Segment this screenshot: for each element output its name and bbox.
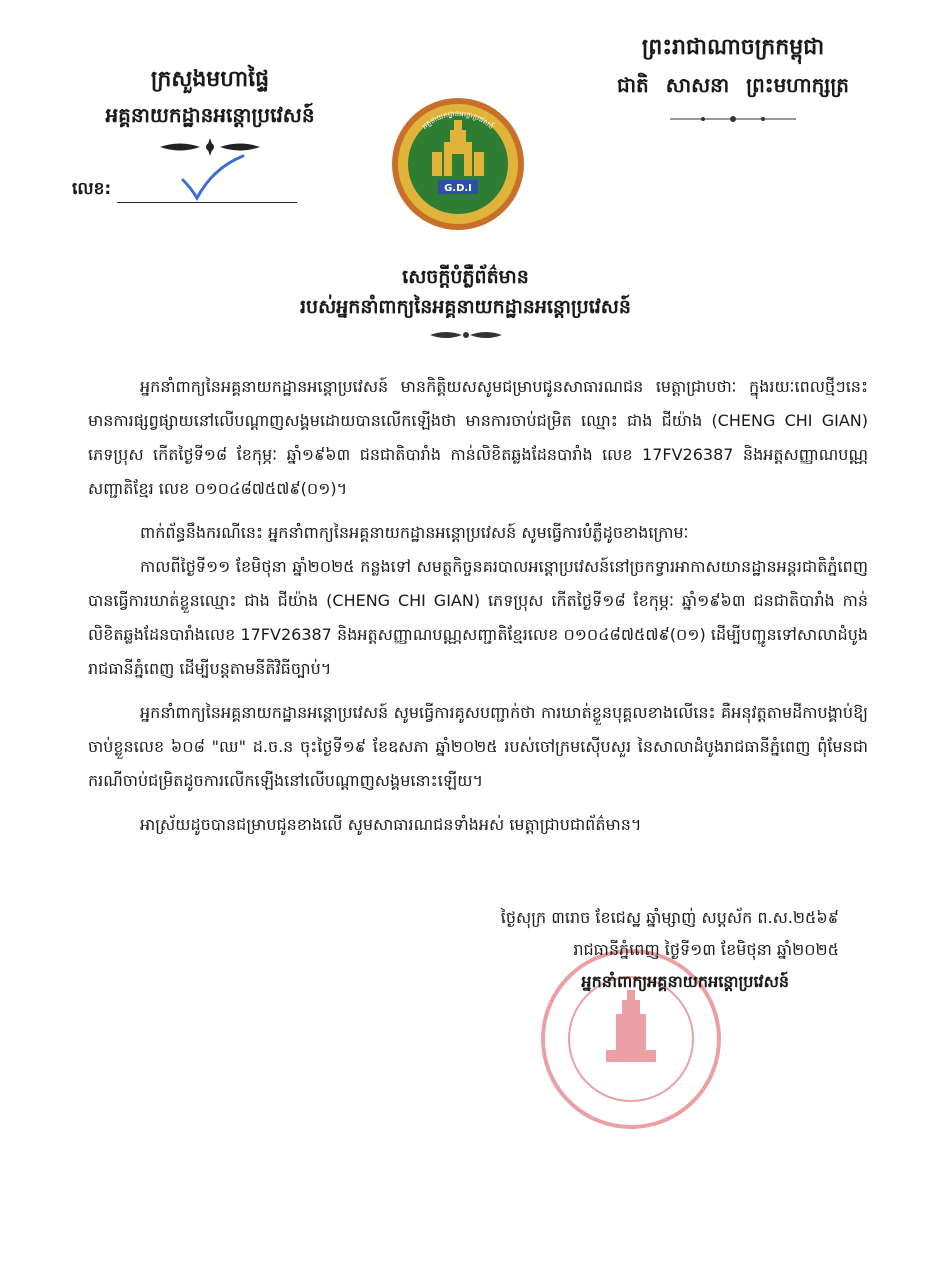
ref-line	[117, 180, 297, 203]
seal-abbr: G.D.I	[444, 183, 472, 194]
ministry-header	[60, 62, 360, 158]
seal-arc-text: អគ្គនាយកដ្ឋានអន្តោប្រវេសន៍	[420, 109, 496, 131]
kingdom-name: ព្រះរាជាណាចក្រកម្ពុជា	[641, 35, 825, 60]
document-body	[88, 370, 868, 852]
paragraph-3: អ្នកនាំពាក្យនៃអគ្គនាយកដ្ឋានអន្តោប្រវេសន៍ សូមធ្វើការគូសបញ្ជាក់ថា ការឃាត់ខ្លួនបុគ្គលខាងលើនេះ គឺអនុវត្តតាមដីកាបង្គាប់ឱ្យចាប់ខ្លួនលេខ ៦០៨ "ឈ" ដ.ច.ន ចុះថ្ងៃទី១៩ ខែឧសភា ឆ្នាំ២០២៥ របស់ចៅក្រមស៊ើបសួរ នៃសាលាដំបូងរាជធានីភ្នំពេញ ពុំមែនជាករណីចាប់ជម្រិតដូចការលើកឡើងនៅលើបណ្ដាញសង្គមនោះឡើយ។	[88, 703, 868, 790]
gdi-seal-icon	[390, 96, 526, 232]
kingdom-header	[588, 28, 878, 124]
paragraph-2-intro: ពាក់ព័ន្ធនឹងករណីនេះ អ្នកនាំពាក្យនៃអគ្គនាយកដ្ឋានអន្តោប្រវេសន៍ សូមធ្វើការបំភ្លឺដូចខាងក្រោមៈ	[140, 523, 689, 542]
department-name: អគ្គនាយកដ្ឋានអន្តោប្រវេសន៍	[105, 103, 315, 127]
signatory-title: អ្នកនាំពាក្យអគ្គនាយកអន្តោប្រវេសន៍	[581, 972, 789, 991]
paragraph-4: អាស្រ័យដូចបានជម្រាបជូនខាងលើ សូមសាធារណជនទាំងអស់ មេត្តាជ្រាបជាព័ត៌មាន។	[140, 815, 642, 834]
solar-date: រាជធានីភ្នំពេញ ថ្ងៃទី១៣ ខែមិថុនា ឆ្នាំ២០២៥	[573, 940, 839, 959]
checkmark-icon	[177, 154, 247, 204]
title-line-1: សេចក្ដីបំភ្លឺព័ត៌មាន	[402, 266, 529, 288]
national-motto: ជាតិ សាសនា ព្រះមហាក្សត្រ	[617, 73, 849, 97]
title-line-2: របស់អ្នកនាំពាក្យនៃអគ្គនាយកដ្ឋានអន្តោប្រវេសន៍	[300, 296, 631, 318]
motto-ornament-icon	[668, 114, 798, 124]
paragraph-1: អ្នកនាំពាក្យនៃអគ្គនាយកដ្ឋានអន្តោប្រវេសន៍ មានកិត្តិយសសូមជម្រាបជូនសាធារណជន មេត្តាជ្រាបថាៈ ក្នុងរយៈពេលថ្មីៗនេះ មានការផ្សព្វផ្សាយនៅលើបណ្ដាញសង្គមដោយបានលើកឡើងថា មានការចាប់ជម្រិត ឈ្មោះ ជាង ជីយ៉ាង (CHENG CHI GIAN) ភេទប្រុស កើតថ្ងៃទី១៨ ខែកុម្ភៈ ឆ្នាំ១៩៦៣ ជនជាតិបារាំង កាន់លិខិតឆ្លងដែនបារាំង លេខ 17FV26387 និងអត្តសញ្ញាណបណ្ណសញ្ជាតិខ្មែរ លេខ ០១០៤៨៧៥៧៩(០១)។	[88, 377, 868, 498]
document-title	[0, 262, 931, 342]
ministry-name: ក្រសួងមហាផ្ទៃ	[150, 67, 270, 92]
signature-block	[501, 902, 839, 998]
reference-number-row	[72, 178, 297, 203]
title-ornament-icon	[426, 328, 506, 342]
lunar-date: ថ្ងៃសុក្រ ៣រោច ខែជេស្ឋ ឆ្នាំម្សាញ់ សប្តស័ក ព.ស.២៥៦៩	[500, 908, 839, 927]
ref-label: លេខ:	[72, 179, 112, 199]
paragraph-2-detail: កាលពីថ្ងៃទី១១ ខែមិថុនា ឆ្នាំ២០២៥ កន្លងទៅ សមត្ថកិច្ចនគរបាលអន្តោប្រវេសន៍នៅច្រកទ្វារអាកាសយានដ្ឋានអន្តរជាតិភ្នំពេញ បានធ្វើការឃាត់ខ្លួនឈ្មោះ ជាង ជីយ៉ាង (CHENG CHI GIAN) ភេទប្រុស កើតថ្ងៃទី១៨ ខែកុម្ភៈ ឆ្នាំ១៩៦៣ ជនជាតិបារាំង កាន់លិខិតឆ្លងដែនបារាំងលេខ 17FV26387 និងអត្តសញ្ញាណបណ្ណសញ្ជាតិខ្មែរលេខ ០១០៤៨៧៥៧៩(០១) ដើម្បីបញ្ជូនទៅសាលាដំបូងរាជធានីភ្នំពេញ ដើម្បីបន្តតាមនីតិវិធីច្បាប់។	[88, 557, 868, 678]
